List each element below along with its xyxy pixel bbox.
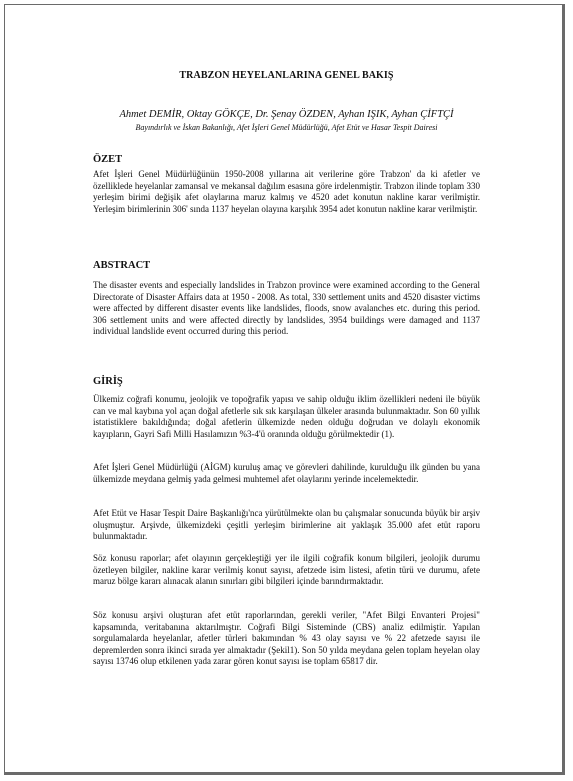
author-list: Ahmet DEMİR, Oktay GÖKÇE, Dr. Şenay ÖZDEN, Ayhan IŞIK, Ayhan ÇİFTÇİ bbox=[119, 109, 454, 120]
giris-paragraph-5: Söz konusu arşivi oluşturan afet etüt raporlarından, gerekli veriler, "Afet Bilgi Envanteri Projesi" kapsamında, veritabanına aktarılmıştır. Coğrafi Bilgi Sisteminde (CBS) analiz edilmiştir. Yapılan sorgulamalarda heyelanlar, afetler türleri bakımından % 43 olay sayısı ve % 22 afetzede sayısı ile depremlerden sonra ikinci sırada yer almaktadır (Şekil1). Son 50 yılda meydana gelen toplam heyelan olay sayısı 13746 olup etkilenen yada zarar gören konut sayısı ise toplam 65817 dir. bbox=[93, 610, 480, 667]
giris-paragraph-3: Afet Etüt ve Hasar Tespit Daire Başkanlığı'nca yürütülmekte olan bu çalışmalar sonucunda büyük bir arşiv oluşmuştur. Arşivde, ülkemizdeki çeşitli yerleşim birimlerine ait yaklaşık 35.000 afet etüt raporu bulunmaktadır. bbox=[93, 508, 480, 542]
giris-paragraph-1: Ülkemiz coğrafi konumu, jeolojik ve topoğrafik yapısı ve sahip olduğu iklim özellikleri nedeni ile büyük can ve mal kaybına yol açan doğal afetlerle sık sık karşılaşan ülkeler arasında bulunmaktadır. Son 60 yıllık istatistiklere bakıldığında; doğal afetlerin ülkemizde neden olduğu doğrudan ve dolaylı ekonomik kayıpların, Gayri Safi Milli Hasılamızın %3-4'ü oranında olduğu görülmektedir (1). bbox=[93, 394, 480, 439]
giris-paragraph-2: Afet İşleri Genel Müdürlüğü (AİGM) kuruluş amaç ve görevleri dahilinde, kurulduğu ilk günden bu yana ülkemizde meydana gelmiş yada gelmesi muhtemel afet olaylarını yerinde incelemektedir. bbox=[93, 462, 480, 484]
ozet-paragraph: Afet İşleri Genel Müdürlüğünün 1950-2008 yıllarına ait verilerine göre Trabzon' da ki afetler ve özelliklede heyelanlar zamansal ve mekansal dağılım esasına göre irdelenmiştir. Trabzon ilinde toplam 330 yerleşim birimi değişik afet olaylarına maruz kalmış ve 4520 adet konutun nakline karar verilmiştir. Yerleşim birimlerinin 306' sında 1137 heyelan olayına karşılık 3954 adet konutun nakline karar verilmiştir. bbox=[93, 169, 480, 214]
abstract-heading: ABSTRACT bbox=[93, 260, 151, 271]
abstract-paragraph: The disaster events and especially landslides in Trabzon province were examined according to the General Directorate of Disaster Affairs data at 1950 - 2008. As total, 330 settlement units and 4520 disaster victims were affected by different disaster events like landslides, floods, snow avalanches etc. during this period. 306 settlement units and were affected directly by landslides, 3954 buildings were damaged and 1137 individual landslide event occurred during this period. bbox=[93, 280, 480, 337]
ozet-heading: ÖZET bbox=[93, 154, 123, 165]
giris-paragraph-4: Söz konusu raporlar; afet olayının gerçekleştiği yer ile ilgili coğrafik konum bilgileri, jeolojik durumu özetleyen bilgiler, nakline karar verilmiş konut sayısı, afetzede isim listesi, afetin türü ve durumu, afete maruz bölge kararı alınacak alanın sınırları gibi bilgileri içinde barındırmaktadır. bbox=[93, 553, 480, 587]
document-title: TRABZON HEYELANLARINA GENEL BAKIŞ bbox=[179, 70, 394, 81]
affiliation: Bayındırlık ve İskan Bakanlığı, Afet İşleri Genel Müdürlüğü, Afet Etüt ve Hasar Tespit Dairesi bbox=[135, 123, 438, 132]
giris-heading: GİRİŞ bbox=[93, 376, 123, 387]
